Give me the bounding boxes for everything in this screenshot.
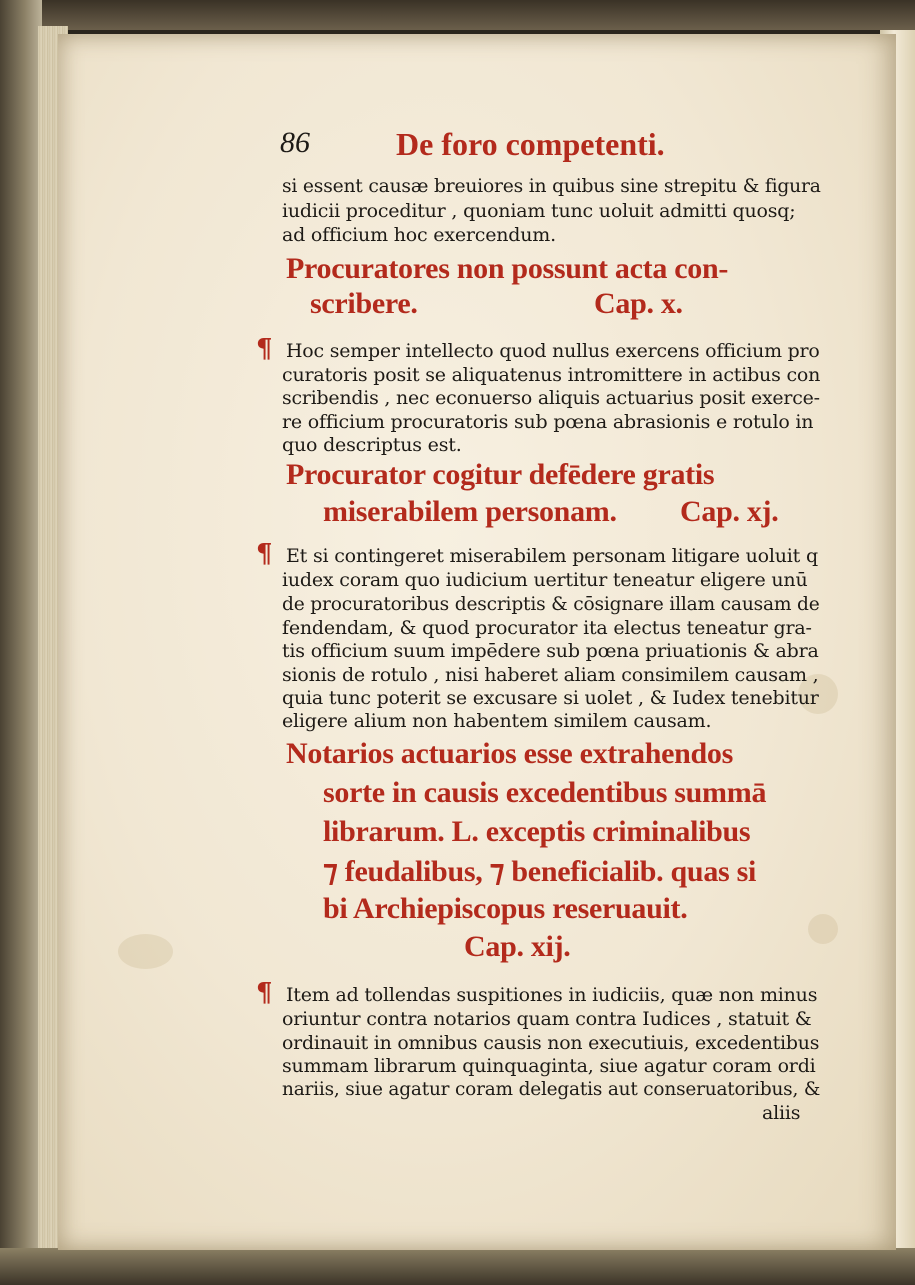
chapter-heading: Procurator cogitur defēdere gratis	[286, 458, 715, 491]
page-number: 86	[280, 126, 310, 159]
text-line: iudex coram quo iudicium uertitur teneatur eligere unū	[282, 569, 808, 591]
paragraph-mark: ¶	[256, 539, 273, 569]
text-line: oriuntur contra notarios quam contra Iudices , statuit &	[282, 1008, 812, 1030]
text-line: quia tunc poterit se excusare si uolet , & Iudex tenebitur	[282, 687, 819, 709]
text-line: Et si contingeret miserabilem personam litigare uoluit q	[286, 545, 818, 567]
paragraph-mark: ¶	[256, 978, 273, 1008]
text-line: ordinauit in omnibus causis non executiuis, excedentibus	[282, 1032, 820, 1054]
text-line: tis officium suum impēdere sub pœna priuationis & abra	[282, 640, 819, 662]
chapter-number: Cap. xj.	[680, 495, 779, 528]
chapter-number: Cap. xij.	[464, 930, 571, 963]
chapter-heading: ⁊ feudalibus, ⁊ beneficialib. quas si	[323, 855, 756, 888]
text-line: curatoris posit se aliquatenus intromittere in actibus con	[282, 364, 821, 386]
text-line: si essent causæ breuiores in quibus sine strepitu & figura	[282, 175, 821, 197]
book-page	[58, 34, 896, 1250]
binding-cover-edge	[0, 0, 42, 1285]
binding-top	[0, 0, 915, 30]
text-line: eligere alium non habentem similem causam.	[282, 710, 712, 732]
chapter-heading: scribere.	[310, 287, 418, 320]
chapter-heading: Procuratores non possunt acta con-	[286, 252, 729, 285]
chapter-heading: miserabilem personam.	[323, 495, 617, 528]
chapter-number: Cap. x.	[594, 287, 683, 320]
text-line: fendendam, & quod procurator ita electus teneatur gra-	[282, 617, 812, 639]
text-line: iudicii proceditur , quoniam tunc uoluit admitti quosq;	[282, 200, 796, 222]
chapter-heading: bi Archiepiscopus reseruauit.	[323, 892, 688, 925]
running-title: De foro competenti.	[396, 126, 665, 162]
text-line: sionis de rotulo , nisi haberet aliam consimilem causam ,	[282, 664, 819, 686]
text-line: Item ad tollendas suspitiones in iudiciis, quæ non minus	[286, 984, 818, 1006]
chapter-heading: Notarios actuarios esse extrahendos	[286, 737, 733, 770]
catchword: aliis	[762, 1102, 801, 1124]
text-line: scribendis , nec econuerso aliquis actuarius posit exerce-	[282, 387, 820, 409]
text-line: quo descriptus est.	[282, 434, 462, 456]
chapter-heading: librarum. L. exceptis criminalibus	[323, 815, 751, 848]
text-line: Hoc semper intellecto quod nullus exercens officium pro	[286, 340, 820, 362]
paragraph-mark: ¶	[256, 334, 273, 364]
foxing-spot	[808, 914, 838, 944]
text-line: re officium procuratoris sub pœna abrasionis e rotulo in	[282, 411, 814, 433]
text-line: de procuratoribus descriptis & cōsignare illam causam de	[282, 593, 820, 615]
text-line: ad officium hoc exercendum.	[282, 224, 556, 246]
chapter-heading: sorte in causis excedentibus summā	[323, 776, 767, 809]
text-line: nariis, siue agatur coram delegatis aut conseruatoribus, &	[282, 1078, 821, 1100]
text-line: summam librarum quinquaginta, siue agatur coram ordi	[282, 1055, 816, 1077]
binding-bottom	[0, 1248, 915, 1285]
foxing-spot	[118, 934, 173, 969]
